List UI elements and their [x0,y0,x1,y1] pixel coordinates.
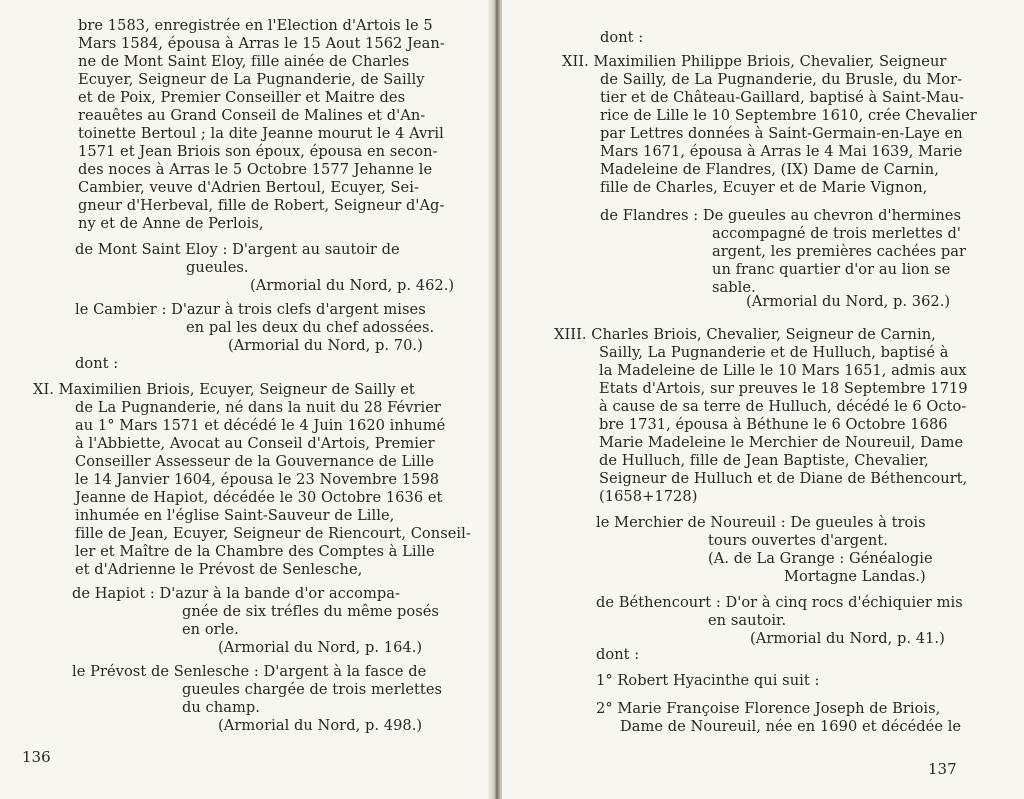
armorial-entry: de Flandres : De gueules au chevron d'hermines [600,207,962,224]
page-number: 136 [22,748,51,766]
text-line: Ecuyer, Seigneur de La Pugnanderie, de Sailly [78,71,425,88]
text-line: ne de Mont Saint Eloy, fille ainée de Charles [78,53,410,70]
list-item: 1° Robert Hyacinthe qui suit : [596,672,820,689]
left-page [0,0,494,799]
text-line: Etats d'Artois, sur preuves le 18 Septembre 1719 [599,380,968,397]
citation: (Armorial du Nord, p. 462.) [250,277,455,294]
text-line: Jeanne de Hapiot, décédée le 30 Octobre 1636 et [75,489,443,506]
text-line: toinette Bertoul ; la dite Jeanne mourut le 4 Avril [78,125,444,142]
text-line: à cause de sa terre de Hulluch, décédé le 6 Octo- [599,398,967,415]
citation: (Armorial du Nord, p. 498.) [218,717,423,734]
text-line: gneur d'Herbeval, fille de Robert, Seigneur d'Ag- [78,197,445,214]
text-line: Madeleine de Flandres, (IX) Dame de Carnin, [600,161,939,178]
text-line: la Madeleine de Lille le 10 Mars 1651, admis aux [599,362,967,379]
text-line: 1571 et Jean Briois son époux, épousa en secon- [78,143,438,160]
text-line: argent, les premières cachées par [712,243,966,260]
text-line: à l'Abbiette, Avocat au Conseil d'Artois, Premier [75,435,435,452]
text-line: fille de Charles, Ecuyer et de Marie Vignon, [600,179,928,196]
text-line: des noces à Arras le 5 Octobre 1577 Jehanne le [78,161,433,178]
text-line: de Hulluch, fille de Jean Baptiste, Chevalier, [599,452,929,469]
armorial-entry: de Béthencourt : D'or à cinq rocs d'échiquier mis [596,594,963,611]
text-line: et d'Adrienne le Prévost de Senlesche, [75,561,363,578]
citation: (Armorial du Nord, p. 164.) [218,639,423,656]
text-line: inhumée en l'église Saint-Sauveur de Lille, [75,507,395,524]
text-line: reauêtes au Grand Conseil de Malines et d'An- [78,107,426,124]
text-line: Mars 1671, épousa à Arras le 4 Mai 1639, Marie [600,143,963,160]
text-line: gnée de six tréfles du même posés [182,603,439,620]
text-line: gueules. [186,259,249,276]
text-line: Mars 1584, épousa à Arras le 15 Aout 1562 Jean- [78,35,445,52]
text-line: Cambier, veuve d'Adrien Bertoul, Ecuyer, Sei- [78,179,419,196]
text-line: Dame de Noureuil, née en 1690 et décédée le [620,718,962,735]
text-line: en orle. [182,621,239,638]
text-line: un franc quartier d'or au lion se [712,261,951,278]
text-line: bre 1731, épousa à Béthune le 6 Octobre 1686 [599,416,948,433]
citation: (Armorial du Nord, p. 70.) [228,337,423,354]
text-line: fille de Jean, Ecuyer, Seigneur de Riencourt, Conseil- [75,525,471,542]
text-line: en pal les deux du chef adossées. [186,319,435,336]
text-line: et de Poix, Premier Conseiller et Maitre des [78,89,406,106]
text-line: Conseiller Assesseur de la Gouvernance de Lille [75,453,435,470]
text-line: ny et de Anne de Perlois, [78,215,264,232]
text-line: bre 1583, enregistrée en l'Election d'Artois le 5 [78,17,433,34]
text-line: Sailly, La Pugnanderie et de Hulluch, baptisé à [599,344,949,361]
text-line: ler et Maître de la Chambre des Comptes à Lille [75,543,435,560]
armorial-entry: de Mont Saint Eloy : D'argent au sautoir de [75,241,400,258]
text-line: dont : [75,355,119,372]
text-line: gueules chargée de trois merlettes [182,681,443,698]
armorial-entry: le Prévost de Senlesche : D'argent à la fasce de [72,663,427,680]
text-line: (1658+1728) [599,488,698,505]
generation-heading: XII. Maximilien Philippe Briois, Chevalier, Seigneur [562,53,947,70]
text-line: le 14 Janvier 1604, épousa le 23 Novembre 1598 [75,471,440,488]
text-line: Marie Madeleine le Merchier de Noureuil, Dame [599,434,964,451]
text-line: dont : [596,646,640,663]
citation: (Armorial du Nord, p. 41.) [750,630,945,647]
citation: (Armorial du Nord, p. 362.) [746,293,951,310]
text-line: tours ouvertes d'argent. [708,532,888,549]
armorial-entry: le Merchier de Noureuil : De gueules à trois [596,514,926,531]
text-line: du champ. [182,699,260,716]
armorial-entry: le Cambier : D'azur à trois clefs d'argent mises [75,301,426,318]
text-line: de Sailly, de La Pugnanderie, du Brusle, du Mor- [600,71,963,88]
text-line: tier et de Château-Gaillard, baptisé à Saint-Mau- [600,89,965,106]
armorial-entry: de Hapiot : D'azur à la bande d'or accompa- [72,585,400,602]
text-line: Seigneur de Hulluch et de Diane de Béthencourt, [599,470,968,487]
page-number: 137 [928,760,957,778]
right-page [502,0,1024,799]
generation-heading: XIII. Charles Briois, Chevalier, Seigneur de Carnin, [554,326,936,343]
text-line: rice de Lille le 10 Septembre 1610, crée Chevalier [600,107,977,124]
citation: Mortagne Landas.) [784,568,926,585]
citation: (A. de La Grange : Généalogie [708,550,933,567]
text-line: au 1° Mars 1571 et décédé le 4 Juin 1620 inhumé [75,417,446,434]
text-line: par Lettres données à Saint-Germain-en-Laye en [600,125,963,142]
text-line: sable. [712,279,756,296]
text-line: dont : [600,29,644,46]
text-line: accompagné de trois merlettes d' [712,225,961,242]
list-item: 2° Marie Françoise Florence Joseph de Briois, [596,700,941,717]
generation-heading: XI. Maximilien Briois, Ecuyer, Seigneur de Sailly et [33,381,415,398]
text-line: de La Pugnanderie, né dans la nuit du 28 Février [75,399,441,416]
text-line: en sautoir. [708,612,787,629]
